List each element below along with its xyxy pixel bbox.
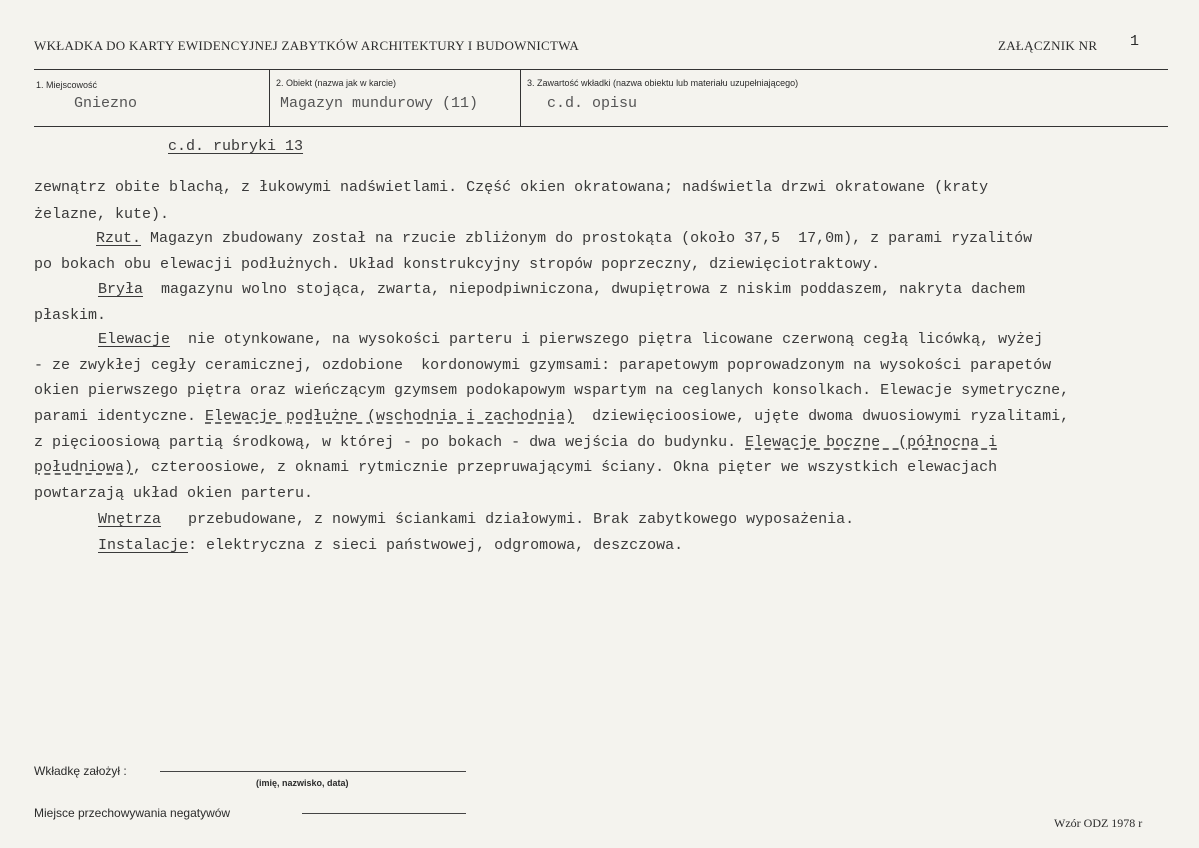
created-by-label: Wkładkę założył : [34,764,127,778]
form-model: Wzór ODZ 1978 r [1054,816,1143,830]
annex-number: 1 [1130,33,1140,50]
instalacje-label: Instalacje [98,537,189,554]
form-title: WKŁADKA DO KARTY EWIDENCYJNEJ ZABYTKÓW ARCHITEKTURY I BUDOWNICTWA [34,38,580,53]
text-line-instalacje [98,537,683,554]
content-label: 3. Zawartość wkładki (nazwa obiektu lub materiału uzupełniającego) [527,78,799,88]
rzut-label: Rzut. [96,230,142,247]
line12-end: , czteroosiowe, z oknami rytmicznie przepruwającymi ściany. Okna pięter we wszystkich elewacjach [133,459,998,476]
text-line-elewacje [98,331,1043,348]
text-line-10 [34,408,1069,425]
text-line-8: - ze zwykłej cegły ceramicznej, ozdobione kordonowymi gzymsami: parapetowym poprowadzonym na wysokości parapetów [34,357,1052,374]
wnetrza-label: Wnętrza [98,511,162,528]
locality-label: 1. Miejscowość [36,80,98,90]
negatives-signature-line [302,813,466,814]
text-line-6: płaskim. [34,307,107,324]
elewacje-podluzne-label: Elewacje podłużne (wschodnia i zachodnia) [205,408,575,425]
created-by-note: (imię, nazwisko, data) [256,778,349,788]
text-line-11 [34,434,997,451]
wnetrza-text: przebudowane, z nowymi ściankami działowymi. Brak zabytkowego wyposażenia. [161,511,855,528]
elewacje-boczne-label: Elewacje boczne (północna i [745,434,998,451]
header-top-rule [34,69,1168,70]
text-line-1: zewnątrz obite blachą, z łukowymi nadświetlami. Część okien okratowana; nadświetla drzwi okratowane (kraty [34,179,989,196]
continuation-heading: c.d. rubryki 13 [168,138,304,155]
text-line-bryla [98,281,1025,298]
header-bottom-rule [34,126,1168,127]
text-line-rzut [96,230,1032,247]
bryla-label: Bryła [98,281,144,298]
instalacje-text: : elektryczna z sieci państwowej, odgromowa, deszczowa. [188,537,684,554]
text-line-12 [34,459,997,476]
locality-value: Gniezno [74,95,138,112]
rzut-text: Magazyn zbudowany został na rzucie zbliżonym do prostokąta (około 37,5 17,0m), z parami ryzalitów [141,230,1033,247]
text-line-9: okien pierwszego piętra oraz wieńczącym gzymsem podokapowym wspartym na ceglanych konsolkach. Elewacje symetryczne, [34,382,1070,399]
content-value: c.d. opisu [547,95,638,112]
text-line-13: powtarzają układ okien parteru. [34,485,314,502]
field-divider-2 [520,69,521,127]
elewacje-text: nie otynkowane, na wysokości parteru i pierwszego piętra licowane czerwoną cegłą licówką, wyżej [170,331,1044,348]
annex-label: ZAŁĄCZNIK NR [998,38,1098,53]
negatives-label: Miejsce przechowywania negatywów [34,806,231,820]
line10-start: parami identyczne. [34,408,206,425]
line10-end: dziewięcioosiowe, ujęte dwoma dwuosiowymi ryzalitami, [574,408,1070,425]
field-divider-1 [269,69,270,127]
text-line-wnetrza [98,511,854,528]
object-value: Magazyn mundurowy (11) [280,95,479,112]
text-line-2: żelazne, kute). [34,206,170,223]
created-by-signature-line [160,771,466,772]
poludniowa-label: południowa) [34,459,134,476]
elewacje-label: Elewacje [98,331,171,348]
bryla-text: magazynu wolno stojąca, zwarta, niepodpiwniczona, dwupiętrowa z niskim poddaszem, nakryta dachem [143,281,1026,298]
line11-start: z pięcioosiową partią środkową, w której - po bokach - dwa wejścia do budynku. [34,434,746,451]
text-line-4: po bokach obu elewacji podłużnych. Układ konstrukcyjny stropów poprzeczny, dziewięciotraktowy. [34,256,881,273]
object-label: 2. Obiekt (nazwa jak w karcie) [276,78,397,88]
